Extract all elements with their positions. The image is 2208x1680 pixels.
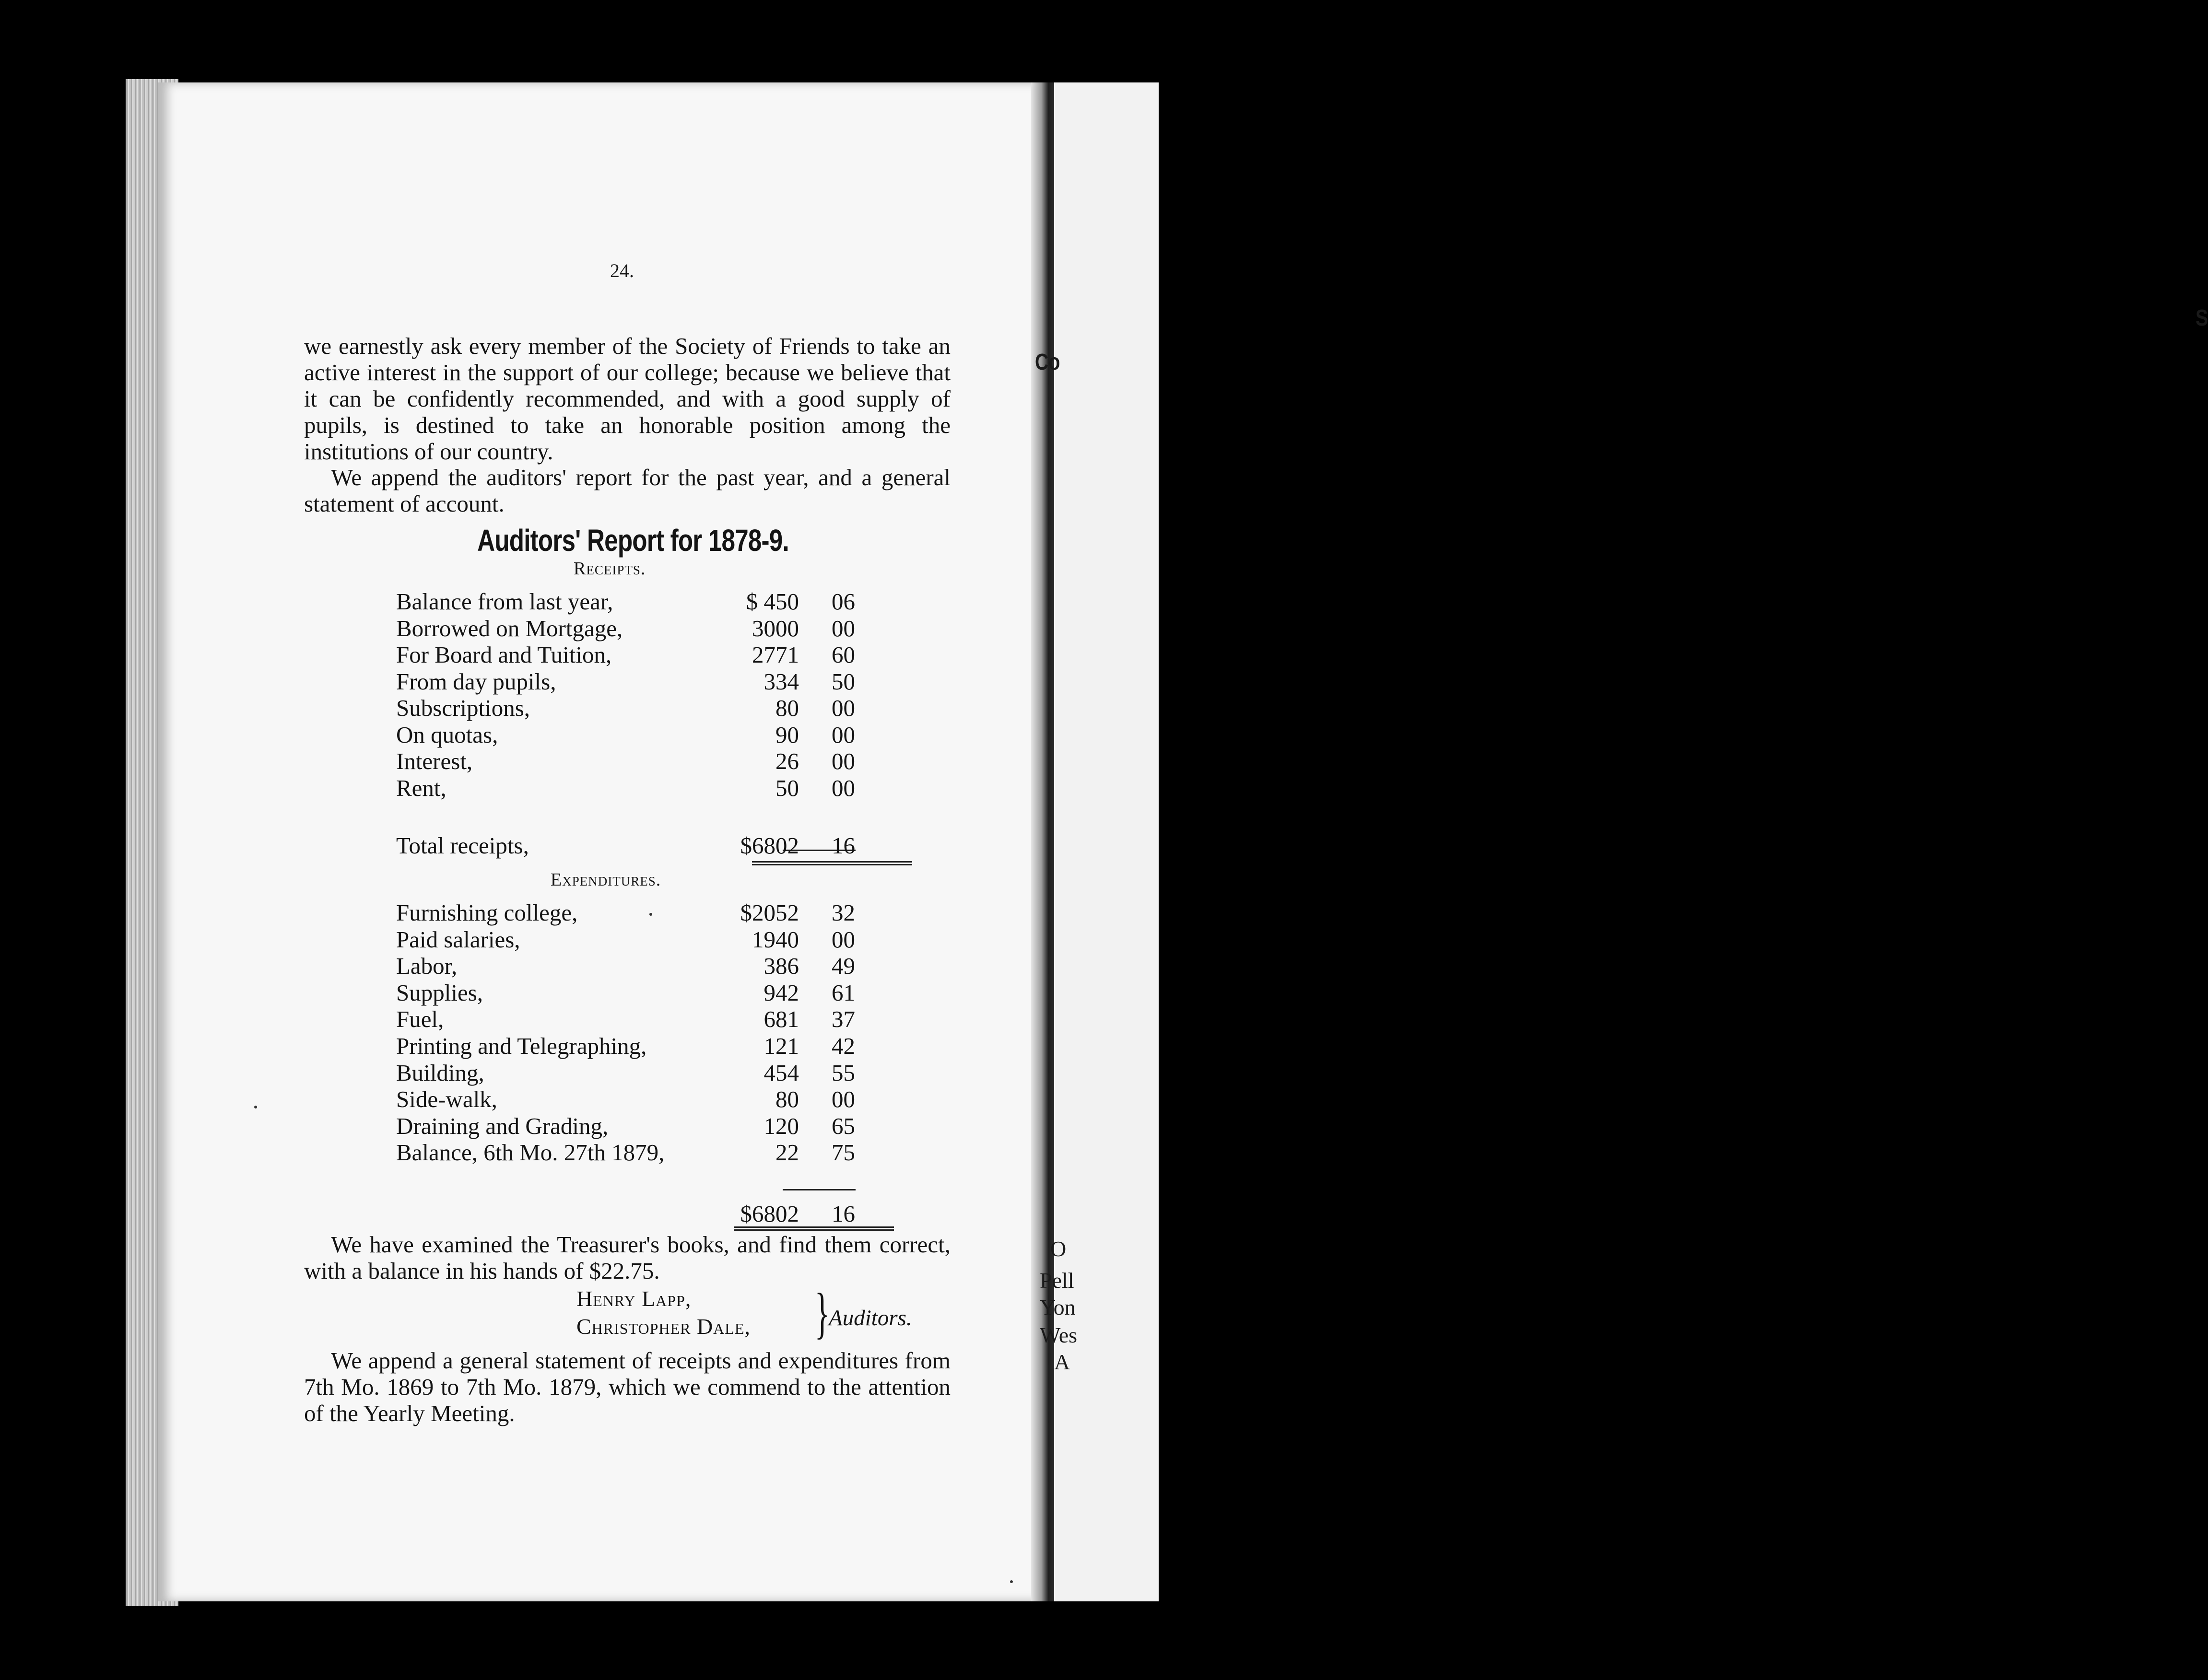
ledger-label: Labor, bbox=[396, 953, 458, 980]
ledger-dollars: 121 bbox=[763, 1033, 799, 1059]
ledger-dollars: 26 bbox=[775, 748, 799, 774]
ledger-dollars: 681 bbox=[763, 1006, 799, 1033]
ledger-row bbox=[396, 1139, 861, 1166]
ledger-cents: 42 bbox=[832, 1033, 855, 1059]
ledger-cents: 37 bbox=[832, 1006, 855, 1033]
ledger-cents: 49 bbox=[832, 953, 855, 980]
facing-fragment: Yon bbox=[1040, 1295, 1076, 1319]
book-gutter bbox=[1031, 82, 1054, 1601]
ledger-row bbox=[396, 642, 861, 668]
ledger-dollars: 50 bbox=[775, 774, 799, 801]
ledger-label: Draining and Grading, bbox=[396, 1112, 609, 1139]
examined-paragraph: We have examined the Treasurer's books, and find them correct, with a balance in his hands of $22.75. bbox=[304, 1231, 951, 1284]
ledger-row bbox=[396, 926, 861, 953]
total-receipts-dollars: $6802 bbox=[740, 832, 799, 859]
ledger-dollars: $ 450 bbox=[746, 588, 799, 615]
ledger-dollars: 80 bbox=[775, 695, 799, 721]
ledger-cents: 55 bbox=[832, 1059, 855, 1086]
ledger-cents: 75 bbox=[832, 1139, 855, 1166]
ledger-label: Subscriptions, bbox=[396, 695, 530, 721]
ledger-cents: 06 bbox=[832, 588, 855, 615]
print-speck bbox=[254, 1106, 257, 1108]
ledger-row bbox=[396, 1060, 861, 1086]
ledger-row bbox=[396, 1086, 861, 1113]
auditors-label: Auditors. bbox=[829, 1306, 912, 1330]
auditor-name: Henry Lapp, bbox=[576, 1286, 692, 1311]
ledger-label: Interest, bbox=[396, 748, 473, 774]
ledger-cents: 00 bbox=[832, 695, 855, 721]
ledger-row bbox=[396, 980, 861, 1006]
print-speck bbox=[1010, 1580, 1013, 1583]
ledger-label: On quotas, bbox=[396, 721, 498, 748]
ledger-label: Building, bbox=[396, 1059, 484, 1086]
ledger-dollars: 3000 bbox=[752, 615, 799, 642]
total-expenditures-dollars: $6802 bbox=[740, 1201, 799, 1227]
ledger-row bbox=[396, 588, 861, 615]
ledger-label: Furnishing college, bbox=[396, 899, 578, 926]
ledger-dollars: 1940 bbox=[752, 926, 799, 953]
expenditures-total-double-rule bbox=[734, 1226, 894, 1231]
ledger-row bbox=[396, 1006, 861, 1033]
ledger-row bbox=[396, 668, 861, 695]
ledger-cents: 65 bbox=[832, 1112, 855, 1139]
ledger-dollars: 120 bbox=[763, 1112, 799, 1139]
receipts-total-double-rule bbox=[752, 861, 912, 865]
ledger-dollars: 454 bbox=[763, 1059, 799, 1086]
ledger-label: Side-walk, bbox=[396, 1086, 497, 1113]
ledger-label: For Board and Tuition, bbox=[396, 642, 612, 668]
ledger-cents: 32 bbox=[832, 899, 855, 926]
ledger-label: Balance from last year, bbox=[396, 588, 613, 615]
expenditures-heading: Expenditures. bbox=[551, 870, 661, 890]
ledger-cents: 00 bbox=[832, 774, 855, 801]
total-receipts-cents: 16 bbox=[832, 832, 855, 859]
ledger-label: Fuel, bbox=[396, 1006, 444, 1033]
ledger-row bbox=[396, 748, 861, 775]
receipts-heading: Receipts. bbox=[574, 559, 646, 579]
ledger-dollars: 942 bbox=[763, 979, 799, 1006]
ledger-label: Rent, bbox=[396, 774, 446, 801]
ledger-row bbox=[396, 953, 861, 980]
ledger-dollars: 334 bbox=[763, 668, 799, 695]
report-title: Auditors' Report for 1878-9. bbox=[477, 523, 789, 558]
ledger-label: From day pupils, bbox=[396, 668, 556, 695]
ledger-cents: 00 bbox=[832, 926, 855, 953]
final-paragraph: We append a general statement of receipts and expenditures from 7th Mo. 1869 to 7th Mo. 1879, which we commend to the attention of the Yearly Meeting. bbox=[304, 1347, 951, 1426]
ledger-row bbox=[396, 775, 861, 802]
facing-fragment: Co bbox=[1035, 350, 1060, 375]
auditor-name: Christopher Dale, bbox=[576, 1314, 751, 1339]
ledger-label: Printing and Telegraphing, bbox=[396, 1033, 647, 1059]
ledger-dollars: 22 bbox=[775, 1139, 799, 1166]
ledger-dollars: 90 bbox=[775, 721, 799, 748]
total-receipts-row bbox=[396, 832, 861, 859]
ledger-row bbox=[396, 722, 861, 748]
ledger-cents: 00 bbox=[832, 721, 855, 748]
facing-page bbox=[1035, 82, 2208, 1601]
ledger-dollars: 386 bbox=[763, 953, 799, 980]
ledger-dollars: 2771 bbox=[752, 642, 799, 668]
ledger-cents: 00 bbox=[832, 748, 855, 774]
ledger-cents: 50 bbox=[832, 668, 855, 695]
ledger-cents: 61 bbox=[832, 979, 855, 1006]
ledger-label: Borrowed on Mortgage, bbox=[396, 615, 623, 642]
expenditures-subtotal-rule bbox=[783, 1189, 856, 1190]
total-expenditures-row bbox=[396, 1201, 861, 1227]
ledger-label: Supplies, bbox=[396, 979, 483, 1006]
ledger-label: Paid salaries, bbox=[396, 926, 520, 953]
ledger-row bbox=[396, 695, 861, 722]
facing-fragment: O bbox=[1050, 1237, 1067, 1261]
auditors-brace: } bbox=[814, 1282, 830, 1344]
print-speck bbox=[649, 913, 652, 916]
ledger-cents: 60 bbox=[832, 642, 855, 668]
facing-fragment: Wes bbox=[1040, 1323, 1078, 1347]
facing-fragment: S bbox=[2196, 305, 2208, 331]
ledger-row bbox=[396, 615, 861, 642]
total-receipts-label: Total receipts, bbox=[396, 832, 529, 859]
facing-fragment: Pell bbox=[1040, 1268, 1074, 1293]
append-paragraph: We append the auditors' report for the past year, and a general statement of account. bbox=[304, 464, 951, 517]
ledger-dollars: 80 bbox=[775, 1086, 799, 1113]
facing-fragment: A bbox=[1054, 1350, 1070, 1374]
page-number: 24. bbox=[610, 260, 634, 281]
total-expenditures-cents: 16 bbox=[832, 1201, 855, 1227]
ledger-row bbox=[396, 1033, 861, 1060]
ledger-cents: 00 bbox=[832, 615, 855, 642]
ledger-dollars: $2052 bbox=[740, 899, 799, 926]
ledger-cents: 00 bbox=[832, 1086, 855, 1113]
intro-paragraph: we earnestly ask every member of the Society of Friends to take an active interest in the support of our college; because we believe that it can be confidently recommended, and with a good supply of pupils, is destined to take an honorable position among the institutions of our country. bbox=[304, 333, 951, 465]
ledger-row bbox=[396, 899, 861, 926]
ledger-row bbox=[396, 1113, 861, 1140]
ledger-label: Balance, 6th Mo. 27th 1879, bbox=[396, 1139, 665, 1166]
